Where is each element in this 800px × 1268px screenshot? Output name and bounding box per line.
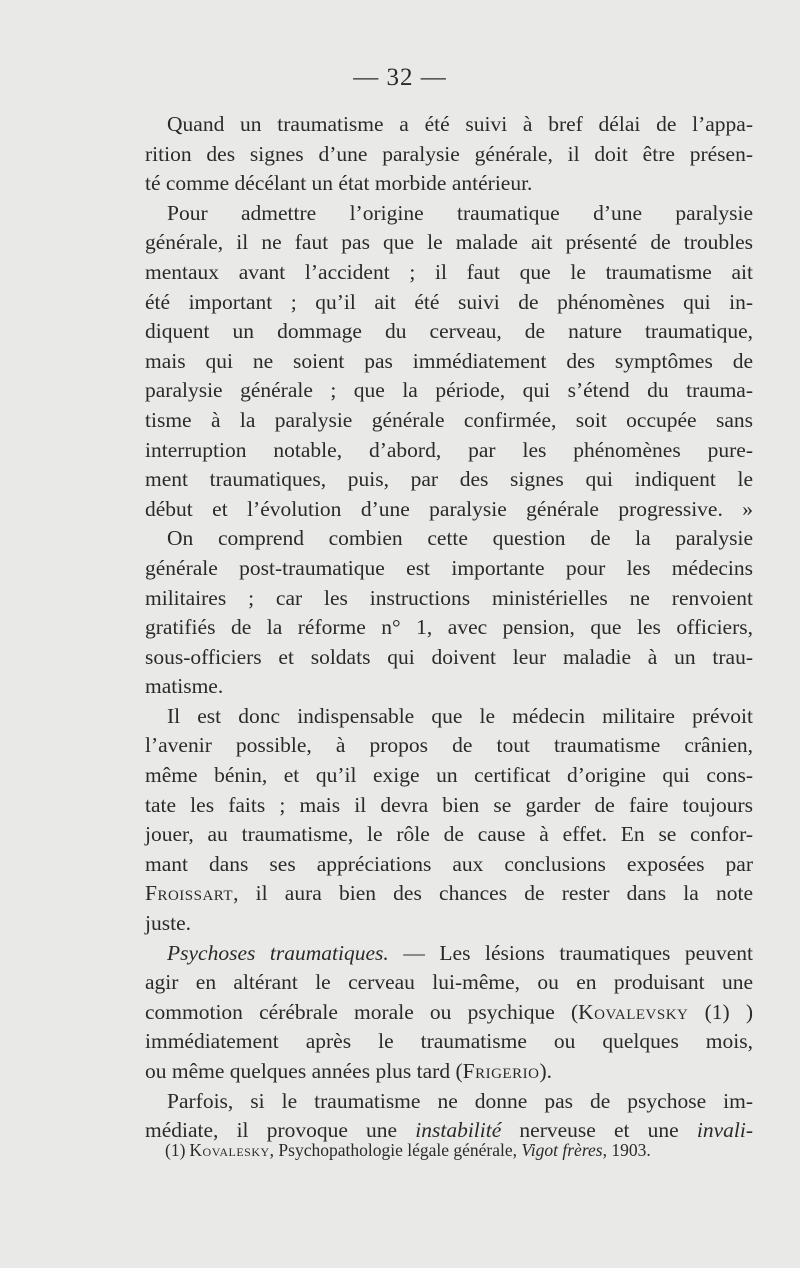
text-line: générale, il ne faut pas que le malade ait présenté de troubles <box>145 230 753 255</box>
footnote-publisher: Vigot frères <box>521 1140 603 1160</box>
text-line: Il est donc indispensable que le médecin militaire prévoit <box>167 703 753 728</box>
text-run: (1) ) <box>688 999 753 1024</box>
author-name: Frigerio <box>462 1059 540 1083</box>
text-line: agir en altérant le cerveau lui-même, ou en produisant une <box>145 970 753 995</box>
italic-word: invali- <box>696 1118 753 1143</box>
text-line: même bénin, et qu’il exige un certificat d’origine qui cons- <box>145 763 753 788</box>
text-run: médiate, il provoque une <box>145 1118 416 1143</box>
text-line: matisme. <box>145 674 224 699</box>
text-line: tisme à la paralysie générale confirmée, soit occupée sans <box>145 407 753 432</box>
text-line <box>145 879 753 909</box>
footnote-author: Kovalesky <box>189 1140 270 1160</box>
text-line: Quand un traumatisme a été suivi à bref délai de l’appa- <box>167 112 753 136</box>
text-line: générale post-traumatique est importante pour les médecins <box>145 555 753 580</box>
text-line: Parfois, si le traumatisme ne donne pas de psychose im- <box>167 1088 753 1113</box>
text-line: immédiatement après le traumatisme ou quelques mois, <box>145 1029 753 1054</box>
text-line: gratifiés de la réforme n° 1, avec pension, que les officiers, <box>145 615 753 640</box>
section-title: Psychoses traumatiques. <box>167 940 389 965</box>
text-line: mentaux avant l’accident ; il faut que le traumatisme ait <box>145 259 753 284</box>
text-line: sous-officiers et soldats qui doivent leur maladie à un trau- <box>145 644 753 669</box>
text-line <box>145 939 753 969</box>
text-run: nerveuse et une <box>501 1118 697 1143</box>
text-line: tate les faits ; mais il devra bien se garder de faire toujours <box>145 792 753 817</box>
footnote-marker: (1) <box>165 1140 186 1160</box>
text-line: l’avenir possible, à propos de tout traumatisme crânien, <box>145 733 753 758</box>
text-line: militaires ; car les instructions ministérielles ne renvoient <box>145 585 753 610</box>
text-line: début et l’évolution d’une paralysie générale progressive. » <box>145 496 753 521</box>
text-line: On comprend combien cette question de la paralysie <box>167 526 753 551</box>
text-line <box>145 998 753 1028</box>
text-line: ment traumatiques, puis, par des signes qui indiquent le <box>145 467 753 492</box>
text-line: diquent un dommage du cerveau, de nature traumatique, <box>145 319 753 344</box>
text-run: — Les lésions traumatiques peuvent <box>388 940 753 965</box>
text-run: ou même quelques années plus tard ( <box>145 1059 463 1083</box>
footnote-year: , 1903. <box>602 1140 651 1160</box>
text-run: ). <box>539 1059 552 1083</box>
text-line <box>145 1057 753 1087</box>
text-line: mais qui ne soient pas immédiatement des symptômes de <box>145 348 753 373</box>
text-line: Pour admettre l’origine traumatique d’une paralysie <box>167 200 753 225</box>
text-line: interruption notable, d’abord, par les phénomènes pure- <box>145 437 753 462</box>
text-run: , il aura bien des chances de rester dans la note <box>233 881 753 906</box>
author-name: Kovalevsky <box>578 999 689 1024</box>
text-run: commotion cérébrale morale ou psychique ( <box>145 999 579 1024</box>
author-name: Froissart <box>145 881 234 906</box>
text-line: juste. <box>145 911 191 936</box>
text-line: mant dans ses appréciations aux conclusions exposées par <box>145 851 753 876</box>
text-line: jouer, au traumatisme, le rôle de cause à effet. En se confor- <box>145 822 753 847</box>
footnote <box>165 1138 753 1162</box>
text-line: rition des signes d’une paralysie générale, il doit être présen- <box>145 141 753 166</box>
text-line: té comme décélant un état morbide antérieur. <box>145 171 533 196</box>
body-text <box>145 110 753 1146</box>
footnote-title: , Psychopathologie légale générale, <box>269 1140 522 1160</box>
text-line: paralysie générale ; que la période, qui s’étend du trauma- <box>145 378 753 403</box>
text-line: été important ; qu’il ait été suivi de phénomènes qui in- <box>145 289 753 314</box>
italic-word: instabilité <box>415 1118 502 1143</box>
page-number: — 32 — <box>353 64 447 91</box>
